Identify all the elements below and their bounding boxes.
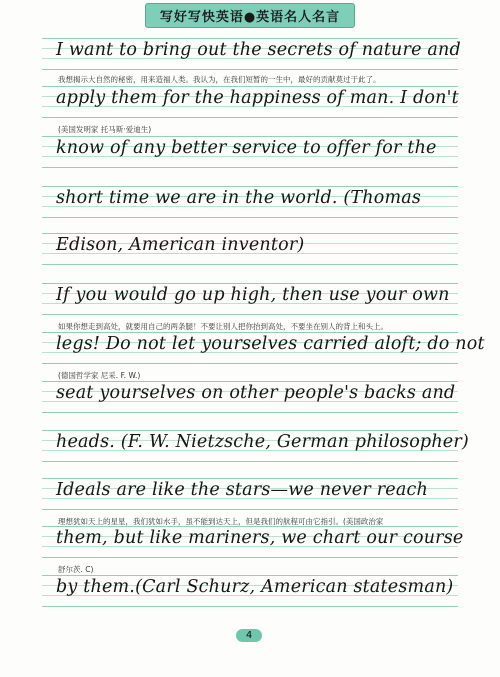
handwriting-line: Edison, American inventor) (56, 235, 305, 255)
page-number: 4 (236, 629, 262, 642)
page-title: 写好写快英语●英语名人名言 (145, 3, 355, 28)
handwriting-line: heads. (F. W. Nietzsche, German philosopher) (56, 432, 469, 452)
translation-text: 我想揭示大自然的秘密，用来造福人类。我认为，在我们短暂的一生中，最好的贡献莫过于此了。 (58, 75, 381, 84)
translation-text: 理想犹如天上的星星，我们犹如水手，虽不能到达天上，但是我们的航程可由它指引。(美国政治家 (58, 517, 384, 526)
handwriting-line: If you would go up high, then use your own (56, 285, 450, 305)
handwriting-line: by them.(Carl Schurz, American statesman) (56, 577, 454, 597)
translation-text: 如果你想走到高处，就要用自己的两条腿！不要让别人把你抬到高处，不要坐在别人的背上和头上。 (58, 322, 388, 331)
translation-attribution: 舒尔茨. C) (58, 565, 94, 574)
handwriting-line: legs! Do not let yourselves carried aloft; do not (56, 334, 485, 354)
handwriting-line: them, but like mariners, we chart our course (56, 528, 464, 548)
handwriting-line: know of any better service to offer for the (56, 138, 437, 158)
handwriting-line: seat yourselves on other people's backs and (56, 383, 456, 403)
handwriting-line: apply them for the happiness of man. I don't (56, 88, 459, 108)
header (0, 4, 500, 26)
translation-attribution: (美国发明家 托马斯·爱迪生) (58, 125, 152, 134)
handwriting-line: short time we are in the world. (Thomas (56, 188, 422, 208)
handwriting-line: Ideals are like the stars—we never reach (56, 480, 428, 500)
handwriting-line: I want to bring out the secrets of nature and (56, 40, 461, 60)
translation-attribution: (德国哲学家 尼采. F. W.) (58, 371, 141, 380)
